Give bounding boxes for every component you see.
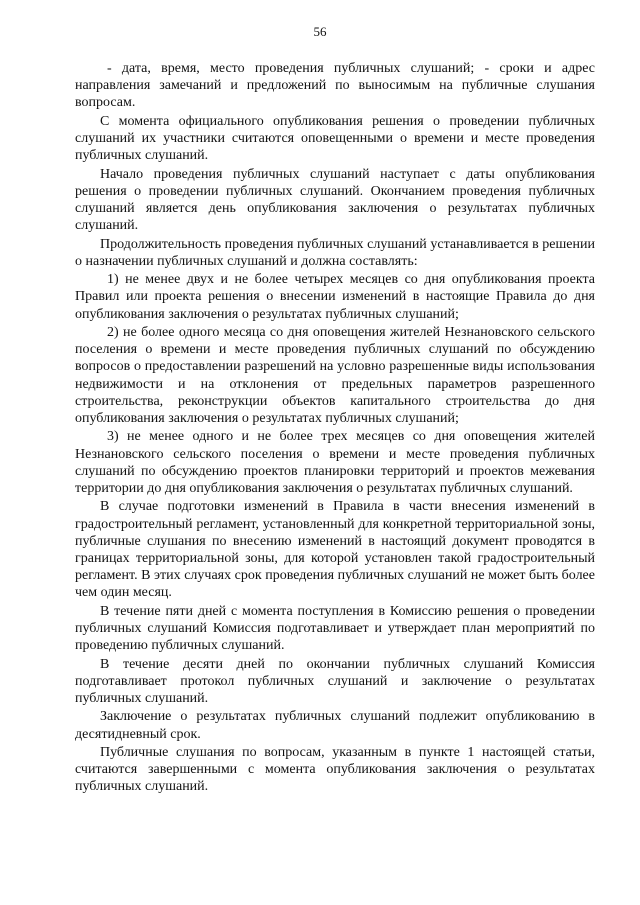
paragraph-ten-days: В течение десяти дней по окончании публичных слушаний Комиссия подготавливает протокол публичных слушаний и заключение о результатах публичных слушаний. [75,656,595,706]
page-number: 56 [313,24,327,39]
list-item-2: 2) не более одного месяца со дня оповещения жителей Незнановского сельского поселения о времени и месте проведения публичных слушаний по обсуждению вопросов о предоставлении разрешений на условно разрешенные виды использования недвижимости и на отклонения от предельных параметров разрешенного строительства, реконструкции объектов капитального строительства до дня опубликования заключения о результатах публичных слушаний; [75,324,595,426]
list-item-3: 3) не менее одного и не более трех месяцев со дня оповещения жителей Незнановского сельского поселения о времени и месте проведения публичных слушаний по обсуждению проектов планировки территорий и проектов межевания территории до дня опубликования заключения о результатах публичных слушаний. [75,429,595,496]
paragraph-five-days: В течение пяти дней с момента поступления в Комиссию решения о проведении публичных слушаний Комиссия подготавливает и утверждает план мероприятий по проведению публичных слушаний. [75,603,595,654]
paragraph-notification-moment: С момента официального опубликования решения о проведении публичных слушаний их участники считаются оповещенными о времени и месте проведения публичных слушаний. [75,113,595,164]
paragraph-zone-changes: В случае подготовки изменений в Правила в части внесения изменений в градостроительный регламент, установленный для конкретной территориальной зоны, публичные слушания по внесению изменений в настоящий документ проводятся в границах территориальной зоны, для которой установлен такой градостроительный регламент. В этих случаях срок проведения публичных слушаний не может быть более чем один месяц. [75,499,595,601]
paragraph-conclusion-publication: Заключение о результатах публичных слушаний подлежит опубликованию в десятидневный срок. [75,709,595,742]
paragraph-notice-contents: - дата, время, место проведения публичных слушаний; - сроки и адрес направления замечаний и предложений по выносимым на публичные слушания вопросам. [75,61,595,111]
document-body [75,60,595,797]
paragraph-start-end: Начало проведения публичных слушаний наступает с даты опубликования решения о проведении публичных слушаний. Окончанием проведения публичных слушаний является день опубликования заключения о результатах публичных слушаний. [75,166,595,234]
paragraph-duration: Продолжительность проведения публичных слушаний устанавливается в решении о назначении публичных слушаний и должна составлять: [75,236,595,269]
paragraph-completion: Публичные слушания по вопросам, указанным в пункте 1 настоящей статьи, считаются завершенными с момента опубликования заключения о результатах публичных слушаний. [75,744,595,795]
list-item-1: 1) не менее двух и не более четырех месяцев со дня опубликования проекта Правил или проекта решения о внесении изменений в настоящие Правила до дня опубликования заключения о результатах публичных слушаний; [75,272,595,322]
